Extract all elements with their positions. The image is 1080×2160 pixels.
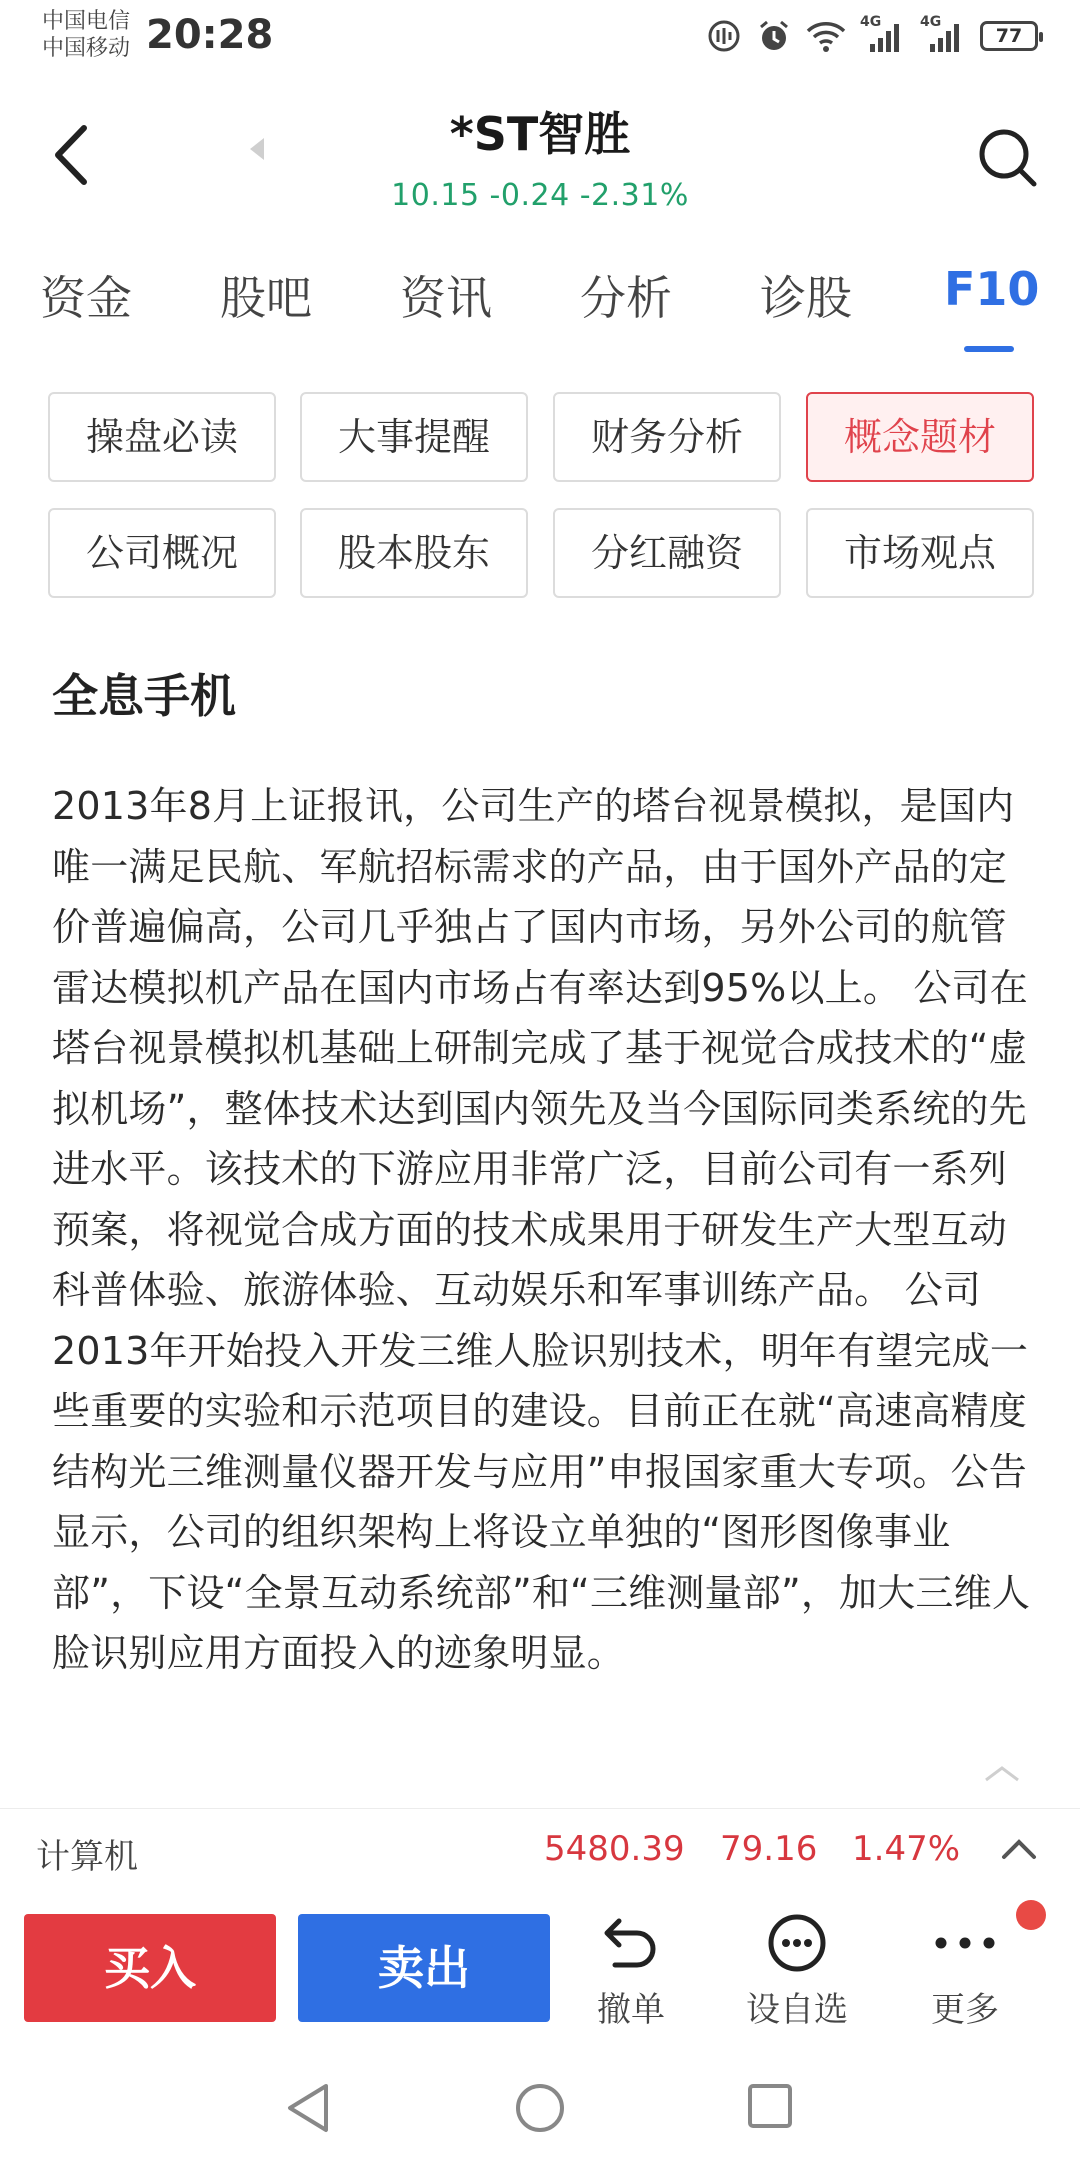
tab-f10[interactable]: F10: [944, 262, 1040, 316]
expand-index-button[interactable]: [1000, 1837, 1038, 1865]
notification-badge: [1016, 1900, 1046, 1930]
tab-forum[interactable]: 股吧: [220, 271, 312, 325]
add-watchlist-label: 设自选: [746, 1990, 848, 2030]
carrier-1: 中国电信: [42, 9, 131, 34]
signal-2-icon: [920, 14, 966, 54]
ellipsis-circle-icon: [767, 1913, 827, 1973]
chevron-up-icon: [1000, 1837, 1038, 1861]
status-time: 20:28: [146, 12, 274, 58]
nav-home-icon: [514, 2082, 566, 2134]
subtab-dividends[interactable]: 分红融资: [553, 508, 781, 598]
status-icons: [706, 14, 1038, 58]
search-button[interactable]: [976, 126, 1040, 190]
subtab-market-views[interactable]: 市场观点: [806, 508, 1034, 598]
cancel-order-button[interactable]: [556, 1910, 706, 2030]
nav-recents-button[interactable]: [746, 2082, 794, 2134]
subtab-major-events[interactable]: 大事提醒: [300, 392, 528, 482]
tab-analysis[interactable]: 分析: [580, 271, 672, 325]
cancel-order-label: 撤单: [597, 1990, 665, 2030]
nav-back-button[interactable]: [284, 2082, 332, 2138]
carrier-2: 中国移动: [42, 36, 131, 61]
sector-value: 5480.39: [544, 1829, 685, 1869]
stock-quote: 10.15 -0.24 -2.31%: [391, 178, 689, 213]
wifi-icon: [806, 19, 846, 53]
sell-button[interactable]: 卖出: [298, 1914, 550, 2022]
concept-title: 全息手机: [52, 669, 236, 723]
sector-change: 79.16: [720, 1829, 818, 1869]
data-saver-icon: [706, 18, 742, 54]
nav-home-button[interactable]: [514, 2082, 566, 2138]
sector-change-pct: 1.47%: [852, 1829, 961, 1869]
undo-icon: [601, 1915, 661, 1971]
alarm-icon: [756, 18, 792, 54]
network-type-1: 4G: [860, 14, 882, 30]
main-tabs: [0, 262, 1080, 362]
sector-index-bar[interactable]: [0, 1808, 1080, 1894]
nav-recents-icon: [746, 2082, 794, 2130]
system-nav-bar: [0, 2060, 1080, 2160]
battery-icon: 77: [980, 21, 1038, 51]
collapse-button[interactable]: [982, 1762, 1022, 1788]
concept-description: 2013年8月上证报讯，公司生产的塔台视景模拟，是国内唯一满足民航、军航招标需求的产品，由于国外产品的定价普遍偏高，公司几乎独占了国内市场，另外公司的航管雷达模拟机产品在国内市场占有率达到95%以上。 公司在塔台视景模拟机基础上研制完成了基于视觉合成技术的“虚拟机场”，整体技术达到国内领先及当今国际同类系统的先进水平。该技术的下游应用非常广泛，目前公司有一系列预案，将视觉合成方面的技术成果用于研发生产大型互动科普体验、旅游体验、互动娱乐和军事训练产品。 公司2013年开始投入开发三维人脸识别技术，明年有望完成一些重要的实验和示范项目的建设。目前正在就“高速高精度结构光三维测量仪器开发与应用”申报国家重大专项。公告显示，公司的组织架构上将设立单独的“图形图像事业部”，下设“全景互动系统部”和“三维测量部”，加大三维人脸识别应用方面投入的迹象明显。: [52, 784, 1031, 1675]
add-watchlist-button[interactable]: [722, 1910, 872, 2030]
stock-title: *ST智胜: [449, 107, 631, 161]
more-label: 更多: [931, 1990, 999, 2030]
more-dots-icon: [932, 1933, 998, 1953]
buy-button[interactable]: 买入: [24, 1914, 276, 2022]
subtab-financial-analysis[interactable]: 财务分析: [553, 392, 781, 482]
signal-1-icon: [860, 14, 906, 54]
subtab-concept-themes[interactable]: 概念题材: [806, 392, 1034, 482]
trade-bar: [0, 1896, 1080, 2056]
subtab-trading-guide[interactable]: 操盘必读: [48, 392, 276, 482]
more-button[interactable]: [890, 1910, 1040, 2030]
subtab-company-overview[interactable]: 公司概况: [48, 508, 276, 598]
network-type-2: 4G: [920, 14, 942, 30]
search-icon: [976, 126, 1040, 190]
carrier-info: [42, 8, 130, 62]
chevron-up-icon: [982, 1762, 1022, 1784]
nav-back-icon: [284, 2082, 332, 2134]
subtab-shareholders[interactable]: 股本股东: [300, 508, 528, 598]
status-bar: [0, 0, 1080, 70]
sector-name: 计算机: [36, 1837, 138, 1877]
tab-news[interactable]: 资讯: [400, 271, 492, 325]
tab-funds[interactable]: 资金: [40, 271, 132, 325]
active-tab-indicator: [964, 346, 1014, 352]
stock-header: [0, 80, 1080, 230]
tab-diagnosis[interactable]: 诊股: [760, 271, 852, 325]
